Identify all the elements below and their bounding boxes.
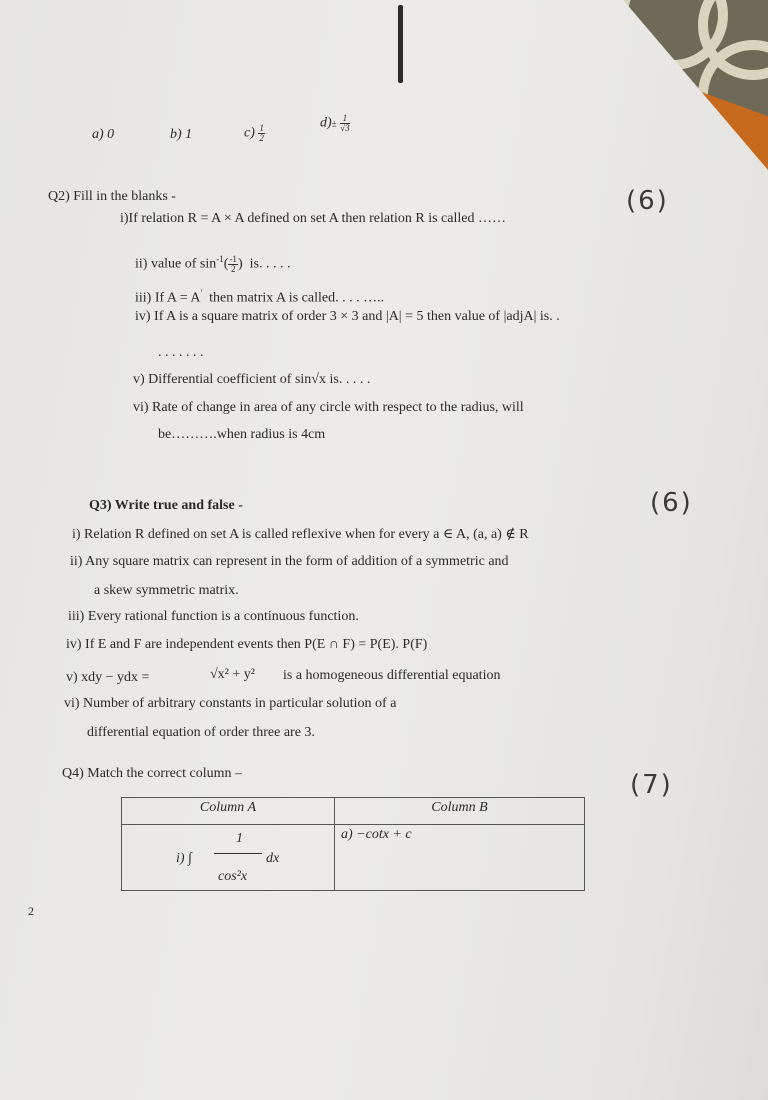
match-table <box>121 797 585 891</box>
q3-marks: (6) <box>650 488 693 518</box>
option-a: a) 0 <box>92 127 115 142</box>
q2-item-v: v) Differential coefficient of sin√x is. . . . . <box>133 372 371 387</box>
q3-item-vi: vi) Number of arbitrary constants in particular solution of a <box>64 696 397 711</box>
q4-marks: (7) <box>630 770 673 800</box>
q2-item-ii: ii) value of $\sin^{-1}$( $\frac{-1}{2}$ ) is. . . . . <box>135 253 291 274</box>
binder-clip <box>398 5 403 83</box>
q3-item-v-tail: is a homogeneous differential equation <box>283 668 501 683</box>
q3-item-vi-cont: differential equation of order three are 3. <box>87 725 315 740</box>
q3-heading: Q3) Write true and false - <box>89 498 243 513</box>
q3-item-iv: iv) If E and F are independent events then P(E ∩ F) = P(E). P(F) <box>66 637 428 652</box>
q2-item-iii: iii) If A = A' then matrix A is called. . . . ….. <box>135 288 385 306</box>
q3-item-iii: iii) Every rational function is a continuous function. <box>68 609 359 624</box>
q2-item-iv: iv) If A is a square matrix of order 3 × 3 and |A| = 5 then value of |adjA| is. . <box>135 309 560 324</box>
q3-item-ii: ii) Any square matrix can represent in the form of addition of a symmetric and <box>70 554 509 569</box>
q2-item-i: i)If relation R = A × A defined on set A then relation R is called …… <box>120 211 506 226</box>
column-a-cell-1: 1 i) ∫ dx cos²x <box>122 825 335 891</box>
column-b-header: Column B <box>335 798 585 825</box>
q3-item-i: i) Relation R defined on set A is called reflexive when for every a ∈ A, (a, a) ∉ R <box>72 527 529 542</box>
q2-heading: Q2) Fill in the blanks - <box>48 189 176 204</box>
q2-item-vi: vi) Rate of change in area of any circle with respect to the radius, will <box>133 400 524 415</box>
q2-item-vi-cont: be……….when radius is 4cm <box>158 427 326 442</box>
option-d: d)± $\frac{1}{√3}$ <box>320 113 350 133</box>
q2-marks: (6) <box>626 186 669 216</box>
q3-item-v-root: √x² + y² <box>210 667 255 682</box>
column-b-cell-1: a) −cotx + c <box>335 825 585 891</box>
q4-heading: Q4) Match the correct column – <box>62 766 242 781</box>
q3-item-ii-cont: a skew symmetric matrix. <box>94 583 239 598</box>
column-a-header: Column A <box>122 798 335 825</box>
q2-item-iv-blank: . . . . . . . <box>158 345 204 360</box>
page-number: 2 <box>28 904 34 918</box>
q3-item-v: v) xdy − ydx = <box>66 670 150 685</box>
option-c: c) $\frac{1}{2}$ <box>244 123 264 143</box>
option-b: b) 1 <box>170 127 193 142</box>
